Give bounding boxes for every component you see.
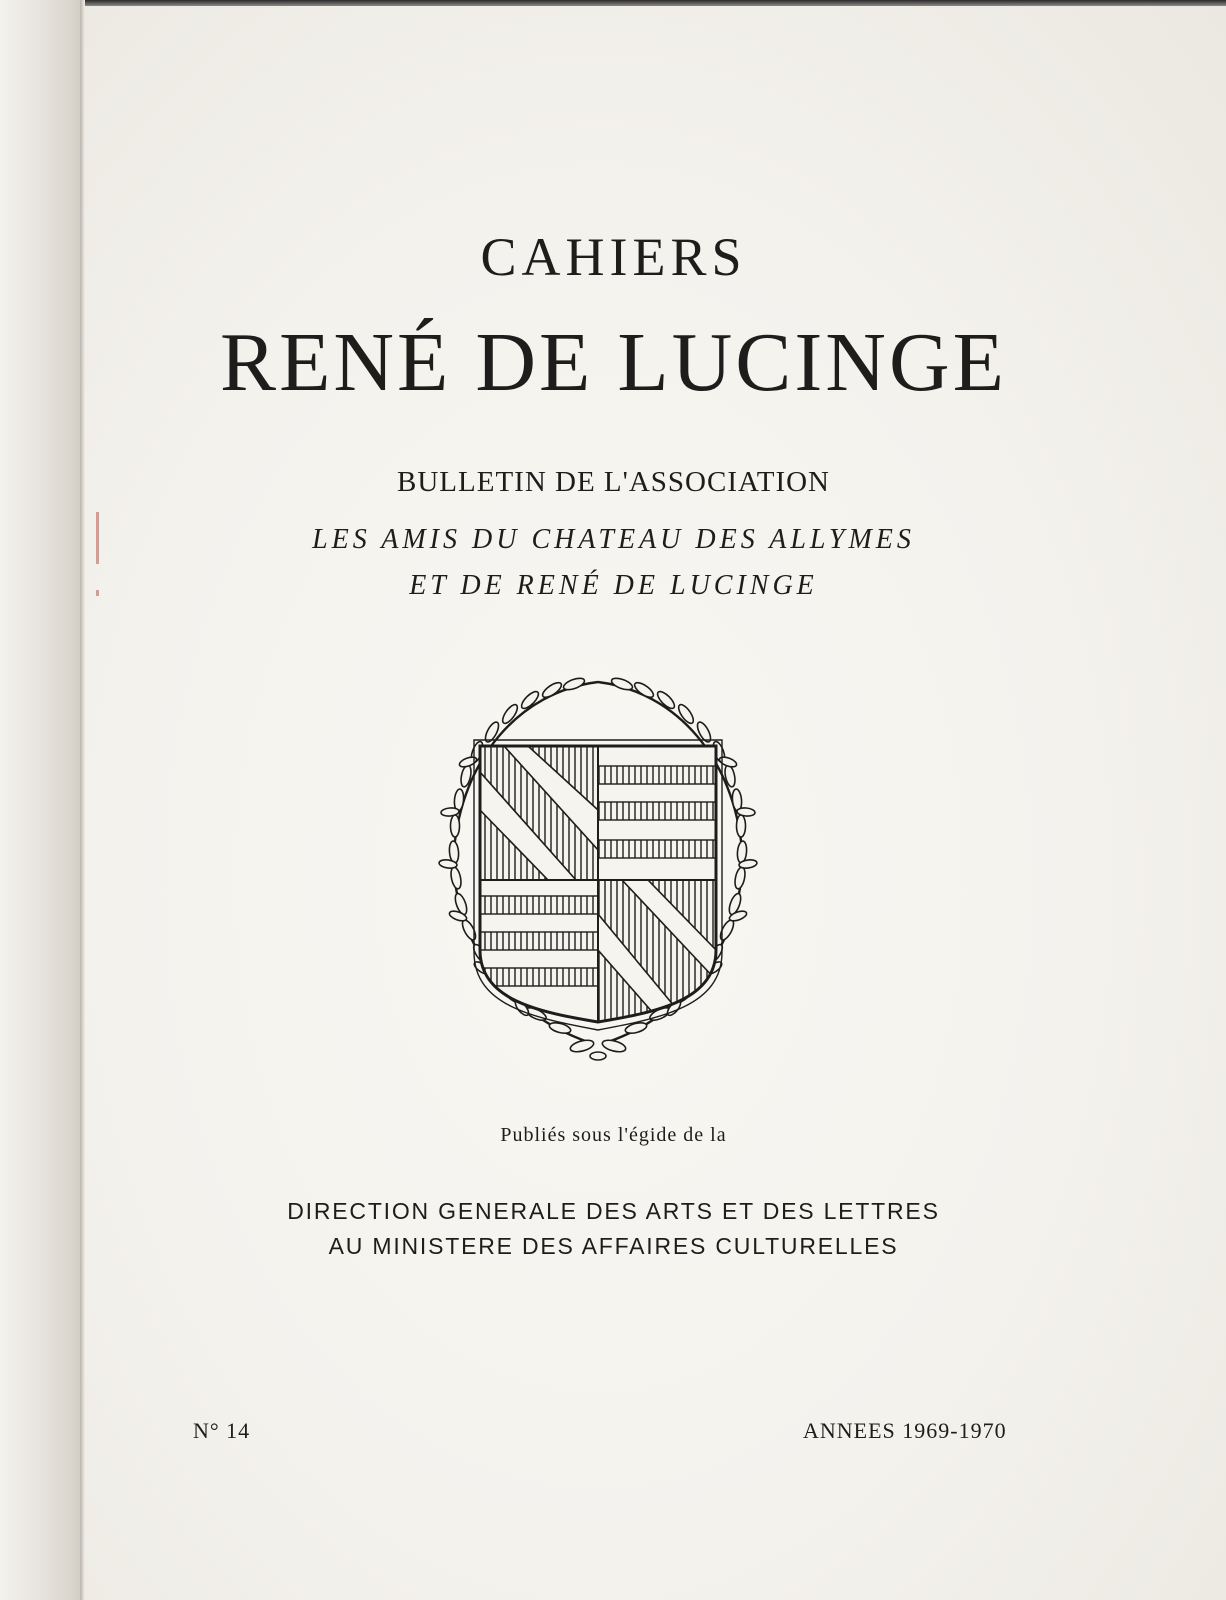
- association-name-line2: ET DE RENÉ DE LUCINGE: [409, 570, 818, 601]
- main-title: RENÉ DE LUCINGE: [220, 316, 1007, 409]
- published-under-line: Publiés sous l'égide de la: [500, 1124, 727, 1146]
- wreath-bottom-knot: [569, 1038, 627, 1060]
- coat-of-arms-icon: [428, 650, 768, 1080]
- association-name-line1: LES AMIS DU CHATEAU DES ALLYMES: [312, 524, 915, 555]
- direction-line1: DIRECTION GENERALE DES ARTS ET DES LETTRES: [287, 1198, 940, 1224]
- shield: [474, 740, 722, 1030]
- issue-number: N° 14: [193, 1418, 251, 1443]
- series-title: CAHIERS: [480, 227, 747, 287]
- spine: [0, 0, 84, 1600]
- direction-line2: AU MINISTERE DES AFFAIRES CULTURELLES: [328, 1233, 899, 1259]
- years-label: ANNEES 1969-1970: [803, 1418, 1007, 1443]
- bulletin-line: BULLETIN DE L'ASSOCIATION: [397, 466, 830, 498]
